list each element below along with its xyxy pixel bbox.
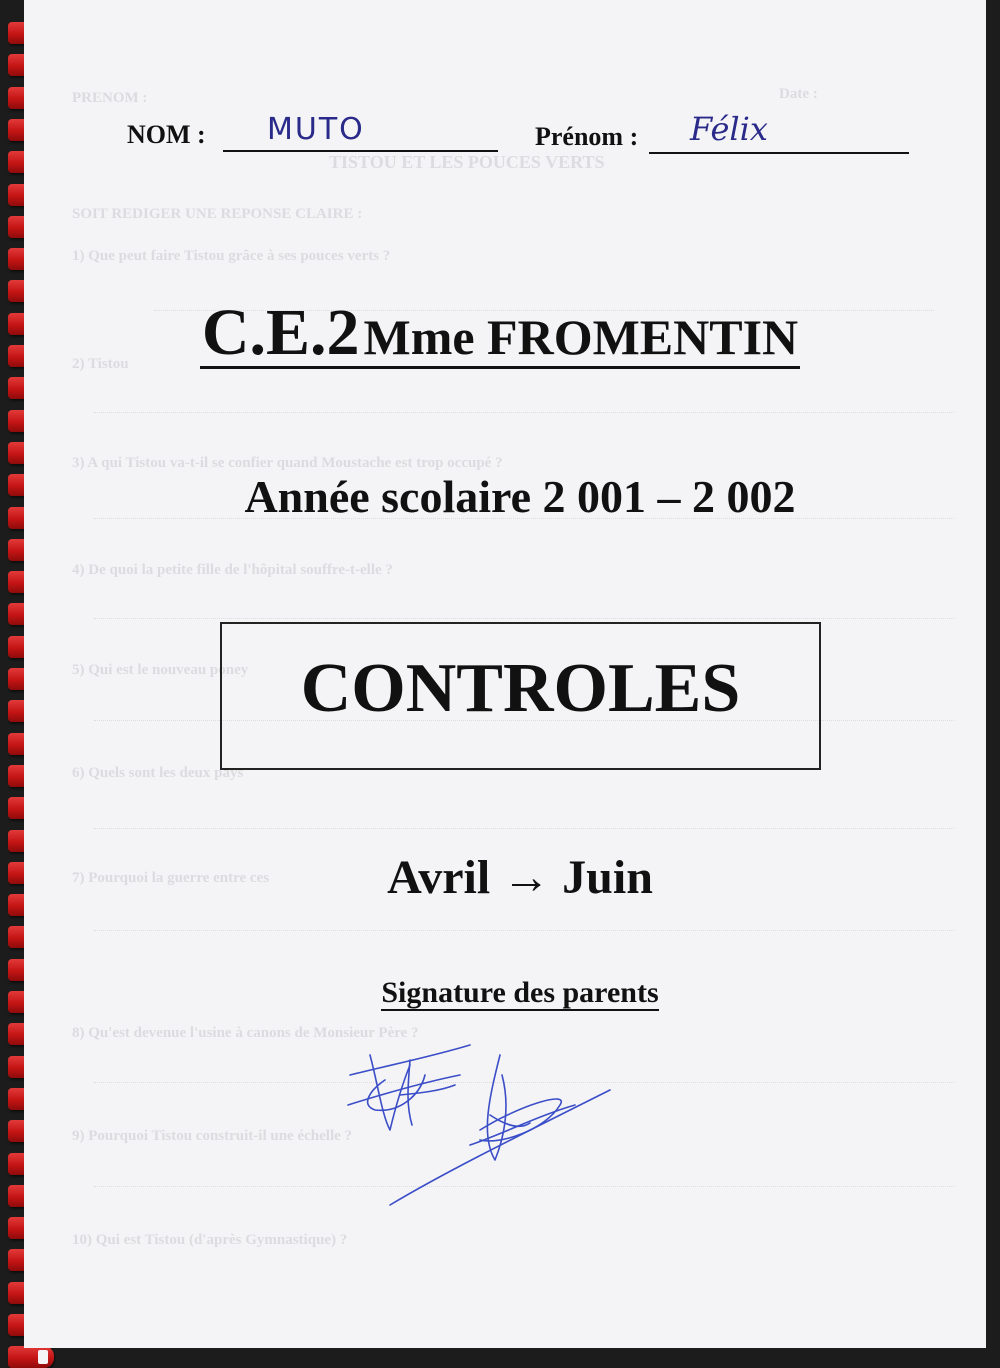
period-start: Avril	[387, 851, 491, 904]
prenom-underline	[649, 152, 909, 154]
school-year: Année scolaire 2 001 – 2 002	[244, 471, 796, 522]
show-through-text: 1) Que peut faire Tistou grâce à ses pouces verts ?	[72, 248, 391, 264]
teacher-name: Mme FROMENTIN	[363, 309, 799, 365]
show-through-line	[94, 930, 954, 931]
signature-label	[0, 976, 1000, 1010]
binding-ring	[8, 1346, 54, 1368]
show-through-line	[94, 828, 954, 829]
show-through-text: 5) Qui est le nouveau poney	[72, 662, 249, 678]
show-through-text: 10) Qui est Tistou (d'après Gymnastique) ?	[72, 1232, 348, 1248]
show-through-text: 2) Tistou	[72, 356, 129, 372]
name-row	[127, 110, 917, 160]
show-through-text: 3) A qui Tistou va-t-il se confier quand Moustache est trop occupé ?	[72, 455, 503, 471]
class-code: C.E.2	[201, 296, 360, 369]
prenom-value: Félix	[690, 110, 768, 148]
show-through-line	[94, 618, 954, 619]
show-through-text: TISTOU ET LES POUCES VERTS	[329, 152, 605, 172]
show-through-text: 8) Qu'est devenue l'usine à canons de Monsieur Père ?	[72, 1025, 419, 1041]
show-through-text: 7) Pourquoi la guerre entre ces	[72, 870, 270, 886]
parent-signature	[330, 1035, 620, 1215]
class-title	[0, 296, 1000, 369]
show-through-line	[94, 412, 954, 413]
prenom-label: Prénom :	[535, 122, 639, 151]
signature-label-text: Signature des parents	[381, 976, 659, 1009]
show-through-text: 6) Quels sont les deux pays	[72, 765, 244, 781]
show-through-text: PRENOM :	[72, 90, 148, 106]
nom-label: NOM :	[127, 120, 206, 149]
nom-value: MUTO	[267, 112, 365, 147]
show-through-text: 4) De quoi la petite fille de l'hôpital souffre-t-elle ?	[72, 562, 393, 578]
document-title: CONTROLES	[300, 650, 741, 727]
arrow-right-icon: →	[502, 851, 551, 904]
class-title-underlined	[200, 296, 800, 369]
show-through-text: Date :	[779, 86, 818, 102]
nom-underline	[223, 150, 498, 152]
title-box	[220, 622, 821, 770]
show-through-text: SOIT REDIGER UNE REPONSE CLAIRE :	[72, 206, 363, 222]
period	[0, 850, 1000, 905]
show-through-text: 9) Pourquoi Tistou construit-il une échelle ?	[72, 1128, 353, 1144]
period-end: Juin	[562, 851, 653, 904]
